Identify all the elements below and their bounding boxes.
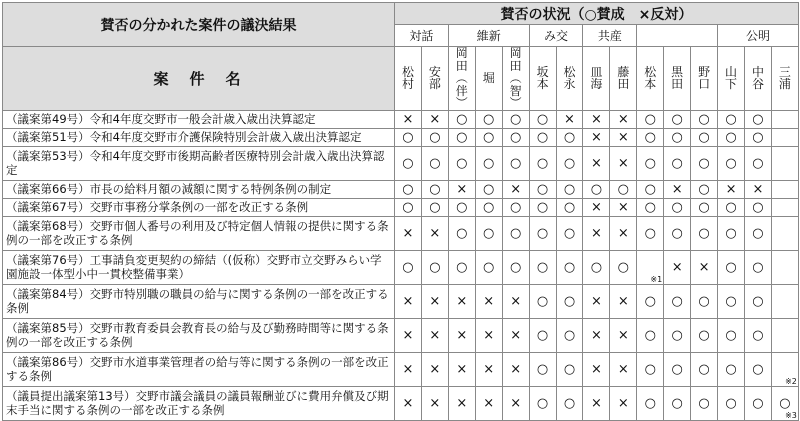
- vote-mark: ○: [664, 352, 691, 386]
- vote-mark: ○: [691, 386, 718, 420]
- table-row: [3, 318, 799, 352]
- vote-mark: ×: [421, 386, 448, 420]
- vote-mark: ○: [529, 128, 556, 146]
- vote-mark: ○: [556, 216, 583, 250]
- member-name: 松 永: [556, 47, 583, 111]
- vote-mark: [771, 128, 798, 146]
- case-name: （議案第66号）市長の給料月額の減額に関する特例条例の制定: [3, 180, 395, 198]
- vote-mark: ×: [475, 318, 502, 352]
- vote-mark: [771, 284, 798, 318]
- vote-mark: ○: [529, 180, 556, 198]
- vote-mark: ○: [664, 284, 691, 318]
- member-name: 安 部: [421, 47, 448, 111]
- vote-mark: ○: [664, 216, 691, 250]
- vote-mark: ×: [610, 284, 637, 318]
- vote-mark: ×: [448, 284, 475, 318]
- member-name: 中 谷: [744, 47, 771, 111]
- vote-mark: ○: [718, 110, 745, 128]
- vote-mark: ○: [718, 284, 745, 318]
- table-row: [3, 352, 799, 386]
- member-name: 堀: [475, 47, 502, 111]
- vote-mark: ○: [529, 198, 556, 216]
- footnote-mark: ※2: [785, 376, 797, 386]
- case-name: （議員提出議案第13号）交野市議会議員の議員報酬並びに費用弁償及び期末手当に関する条例の一部を改正する条例: [3, 386, 395, 420]
- vote-mark: ×: [421, 318, 448, 352]
- vote-mark: ○: [529, 386, 556, 420]
- vote-mark: ○: [691, 284, 718, 318]
- member-name: 岡 田 ︵ 智 ︶: [502, 47, 529, 111]
- vote-mark: ×: [395, 110, 422, 128]
- vote-mark: ○: [610, 250, 637, 284]
- vote-rows: [3, 110, 799, 420]
- vote-mark: ○: [502, 216, 529, 250]
- vote-mark: ×: [583, 352, 610, 386]
- vote-mark: ○: [718, 198, 745, 216]
- member-name: 松 本: [637, 47, 664, 111]
- vote-mark: ○: [583, 180, 610, 198]
- vote-mark: ×: [583, 386, 610, 420]
- vote-mark: ○: [475, 216, 502, 250]
- table-row: [3, 198, 799, 216]
- member-name: 山 下: [718, 47, 745, 111]
- vote-mark: ○: [744, 146, 771, 180]
- vote-mark: ○: [475, 128, 502, 146]
- vote-mark: ×: [610, 146, 637, 180]
- vote-mark: ○: [502, 146, 529, 180]
- member-name: 藤 田: [610, 47, 637, 111]
- vote-mark: ○: [395, 128, 422, 146]
- vote-mark: ×: [502, 284, 529, 318]
- vote-mark: ○: [637, 128, 664, 146]
- vote-mark: ○: [691, 146, 718, 180]
- vote-mark: ○: [637, 180, 664, 198]
- vote-mark: ○: [556, 318, 583, 352]
- vote-mark: ×: [395, 386, 422, 420]
- party-kyousan: 共産: [583, 25, 637, 47]
- vote-mark: ○: [529, 146, 556, 180]
- vote-mark: ×: [448, 180, 475, 198]
- vote-mark: ○: [744, 386, 771, 420]
- vote-mark: ×: [583, 110, 610, 128]
- vote-mark: ○: [744, 284, 771, 318]
- table-row: [3, 110, 799, 128]
- table-row: [3, 250, 799, 284]
- vote-mark: ×: [475, 352, 502, 386]
- vote-mark: ○: [395, 180, 422, 198]
- vote-mark: ○: [502, 110, 529, 128]
- vote-mark: [771, 352, 798, 386]
- vote-mark: ×: [664, 250, 691, 284]
- vote-mark: ○: [421, 198, 448, 216]
- vote-mark: ○: [556, 198, 583, 216]
- table-row: [3, 180, 799, 198]
- vote-mark: ×: [448, 386, 475, 420]
- case-name: （議案第51号）令和4年度交野市介護保険特別会計歳入歳出決算認定: [3, 128, 395, 146]
- vote-mark: ○: [664, 146, 691, 180]
- vote-mark: ○: [529, 318, 556, 352]
- vote-mark: ○: [744, 198, 771, 216]
- vote-mark: ○: [395, 198, 422, 216]
- vote-mark: [771, 216, 798, 250]
- vote-mark: ○: [475, 250, 502, 284]
- vote-mark: ×: [691, 250, 718, 284]
- vote-status-header: 賛否の状況（○賛成 ×反対）: [395, 3, 799, 25]
- vote-mark: [771, 180, 798, 198]
- vote-mark: ×: [610, 318, 637, 352]
- vote-mark: ○: [556, 352, 583, 386]
- vote-mark: ×: [421, 216, 448, 250]
- party-mikou: み交: [529, 25, 583, 47]
- vote-mark: ○: [502, 128, 529, 146]
- vote-mark: ○: [637, 352, 664, 386]
- vote-mark: [771, 146, 798, 180]
- vote-mark: ○: [475, 180, 502, 198]
- vote-mark: ×: [610, 128, 637, 146]
- member-row: [3, 47, 799, 111]
- vote-mark: ○: [637, 318, 664, 352]
- vote-mark: ○: [637, 386, 664, 420]
- case-name-header: 案 件 名: [3, 47, 395, 111]
- vote-mark: ○: [448, 146, 475, 180]
- vote-mark: [771, 110, 798, 128]
- vote-mark: ○: [744, 128, 771, 146]
- vote-mark: ×: [610, 386, 637, 420]
- vote-mark: ×: [502, 318, 529, 352]
- member-name: 三 浦: [771, 47, 798, 111]
- vote-mark: ○: [664, 198, 691, 216]
- vote-mark: ×: [583, 318, 610, 352]
- vote-mark: ○: [475, 110, 502, 128]
- case-name: （議案第76号）工事請負変更契約の締結（(仮称）交野市立交野みらい学園施設一体型小中一貫校整備事業）: [3, 250, 395, 284]
- vote-mark: ○: [448, 110, 475, 128]
- vote-mark: ○: [448, 128, 475, 146]
- vote-mark: ×: [475, 386, 502, 420]
- vote-mark: ○: [718, 216, 745, 250]
- vote-mark: ○: [744, 110, 771, 128]
- vote-mark: ○: [556, 180, 583, 198]
- member-name: 皿 海: [583, 47, 610, 111]
- vote-mark: ○: [691, 198, 718, 216]
- vote-mark: ○: [475, 198, 502, 216]
- vote-mark: ×: [448, 318, 475, 352]
- member-name: 坂 本: [529, 47, 556, 111]
- vote-mark: ○: [744, 216, 771, 250]
- vote-mark: ○: [529, 250, 556, 284]
- vote-mark: ○: [691, 110, 718, 128]
- vote-mark: ×: [583, 198, 610, 216]
- vote-mark: ×: [610, 216, 637, 250]
- case-name: （議案第67号）交野市事務分掌条例の一部を改正する条例: [3, 198, 395, 216]
- member-name: 野 口: [691, 47, 718, 111]
- vote-mark: ×: [395, 216, 422, 250]
- vote-mark: ○: [718, 352, 745, 386]
- vote-mark: ○: [744, 318, 771, 352]
- vote-mark: ○: [475, 146, 502, 180]
- vote-mark: ×: [395, 318, 422, 352]
- vote-mark: ×: [583, 284, 610, 318]
- vote-mark: ×: [502, 386, 529, 420]
- vote-mark: ○: [637, 198, 664, 216]
- vote-mark: ○: [583, 250, 610, 284]
- vote-result-table: [2, 2, 799, 421]
- vote-mark: ○ ※3: [771, 386, 798, 420]
- vote-mark: ○: [448, 216, 475, 250]
- vote-mark: ○: [448, 250, 475, 284]
- party-taiwa: 対話: [395, 25, 449, 47]
- vote-mark: ○: [744, 250, 771, 284]
- vote-mark: ○: [691, 180, 718, 198]
- vote-mark: ×: [583, 128, 610, 146]
- vote-mark: ○: [395, 146, 422, 180]
- vote-mark: ○: [556, 386, 583, 420]
- case-name: （議案第84号）交野市特別職の職員の給与に関する条例の一部を改正する条例: [3, 284, 395, 318]
- vote-mark: ○: [556, 284, 583, 318]
- vote-mark: ○: [637, 284, 664, 318]
- vote-mark: ○: [637, 110, 664, 128]
- vote-mark: ○: [637, 146, 664, 180]
- vote-mark: ×: [610, 110, 637, 128]
- table-row: [3, 128, 799, 146]
- vote-mark: ○: [744, 352, 771, 386]
- party-independent: [637, 25, 718, 47]
- vote-mark: ×: [556, 110, 583, 128]
- vote-mark: [771, 250, 798, 284]
- table-title: 賛否の分かれた案件の議決結果: [3, 3, 395, 47]
- vote-mark: ○: [502, 250, 529, 284]
- vote-mark: ×: [502, 180, 529, 198]
- vote-mark: ○: [395, 250, 422, 284]
- member-name: 松 村: [395, 47, 422, 111]
- vote-mark: ○: [664, 110, 691, 128]
- vote-mark: ×: [421, 352, 448, 386]
- vote-mark: ○: [556, 250, 583, 284]
- vote-mark: ○: [556, 146, 583, 180]
- party-koumei: 公明: [718, 25, 799, 47]
- vote-mark: ○: [691, 128, 718, 146]
- vote-mark: ○: [664, 386, 691, 420]
- case-name: （議案第85号）交野市教育委員会教育長の給与及び勤務時間等に関する条例の一部を改正する条例: [3, 318, 395, 352]
- vote-mark: ○: [718, 318, 745, 352]
- vote-mark: ×: [421, 284, 448, 318]
- vote-mark: ○: [610, 180, 637, 198]
- vote-mark: ×: [718, 180, 745, 198]
- vote-mark: ○: [529, 216, 556, 250]
- vote-mark: ○: [421, 146, 448, 180]
- vote-mark: ×: [502, 352, 529, 386]
- vote-mark: ○: [529, 352, 556, 386]
- vote-mark: ○: [664, 318, 691, 352]
- vote-mark: ○: [556, 128, 583, 146]
- vote-mark: ○: [421, 128, 448, 146]
- vote-mark: ○: [448, 198, 475, 216]
- party-ishin: 維新: [448, 25, 529, 47]
- vote-mark: [637, 250, 664, 284]
- vote-mark: ○: [691, 216, 718, 250]
- vote-mark: ○: [421, 250, 448, 284]
- vote-mark: ○: [718, 128, 745, 146]
- vote-mark: ○: [691, 352, 718, 386]
- vote-mark: ×: [421, 110, 448, 128]
- footnote-mark: ※3: [785, 410, 797, 420]
- vote-mark: ○: [718, 250, 745, 284]
- vote-mark: [771, 318, 798, 352]
- vote-mark: ×: [448, 352, 475, 386]
- vote-mark: ○: [529, 284, 556, 318]
- vote-mark: ×: [395, 284, 422, 318]
- table-row: [3, 146, 799, 180]
- vote-mark: ○: [691, 318, 718, 352]
- vote-mark: ×: [744, 180, 771, 198]
- case-name: （議案第53号）令和4年度交野市後期高齢者医療特別会計歳入歳出決算認定: [3, 146, 395, 180]
- vote-mark: ○: [718, 146, 745, 180]
- vote-mark: ×: [583, 146, 610, 180]
- footnote-mark: ※1: [650, 274, 663, 284]
- vote-mark: ×: [610, 352, 637, 386]
- vote-mark: ○: [637, 216, 664, 250]
- vote-mark: ○: [529, 110, 556, 128]
- vote-mark: ○: [421, 180, 448, 198]
- vote-mark: [771, 198, 798, 216]
- vote-mark: ○: [502, 198, 529, 216]
- case-name: （議案第68号）交野市個人番号の利用及び特定個人情報の提供に関する条例の一部を改正する条例: [3, 216, 395, 250]
- vote-mark: ○: [664, 128, 691, 146]
- vote-mark: ×: [610, 198, 637, 216]
- vote-mark: ×: [583, 216, 610, 250]
- table-row: [3, 386, 799, 420]
- table-row: [3, 284, 799, 318]
- vote-mark: ×: [664, 180, 691, 198]
- table-row: [3, 216, 799, 250]
- member-name: 黒 田: [664, 47, 691, 111]
- vote-mark: ×: [395, 352, 422, 386]
- vote-mark: ×: [475, 284, 502, 318]
- member-name: 岡 田 ︵ 伴 ︶: [448, 47, 475, 111]
- vote-mark: ○: [718, 386, 745, 420]
- case-name: （議案第86号）交野市水道事業管理者の給与等に関する条例の一部を改正する条例: [3, 352, 395, 386]
- case-name: （議案第49号）令和4年度交野市一般会計歳入歳出決算認定: [3, 110, 395, 128]
